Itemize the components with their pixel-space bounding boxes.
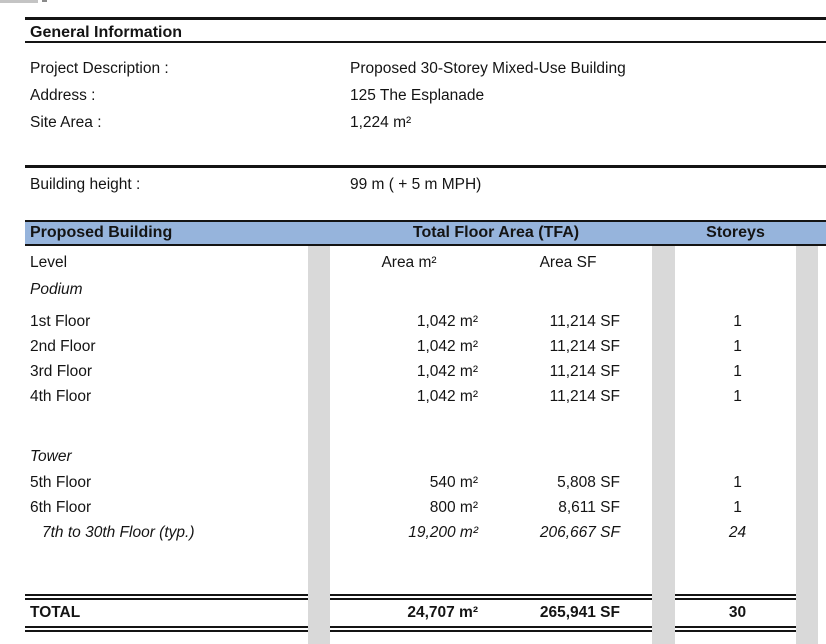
table-row: [0, 472, 826, 494]
row-level-name: 6th Floor: [30, 499, 92, 516]
total-label: TOTAL: [30, 604, 81, 621]
column-storeys: Storeys: [706, 224, 765, 241]
table-row: [0, 446, 826, 468]
total-area-m2: 24,707 m²: [407, 604, 478, 621]
row-area-m2-value: 1,042 m²: [416, 363, 478, 380]
table-header-row: [25, 220, 826, 246]
building-height-rule: [25, 165, 826, 168]
row-area-sf-value: 11,214 SF: [549, 363, 620, 380]
level-header: Level: [30, 254, 68, 271]
table-row: [0, 311, 826, 333]
row-level-name: Podium: [30, 281, 83, 298]
row-storeys-value: 1: [733, 388, 742, 405]
row-area-m2-value: 800 m²: [429, 499, 478, 516]
table-total-row: [25, 594, 796, 632]
separator-bar-3: [796, 246, 818, 644]
row-level-name: 7th to 30th Floor (typ.): [42, 524, 195, 541]
row-area-sf-value: 206,667 SF: [539, 524, 620, 541]
row-storeys-value: 1: [733, 363, 742, 380]
row-level-name: 5th Floor: [30, 474, 92, 491]
project-description-label: Project Description :: [30, 60, 169, 77]
area-m2-header: Area m²: [381, 254, 437, 271]
project-description-value: Proposed 30-Storey Mixed-Use Building: [350, 60, 626, 77]
site-area-value: 1,224 m²: [350, 114, 412, 131]
row-level-name: 2nd Floor: [30, 338, 96, 355]
row-level-name: 4th Floor: [30, 388, 92, 405]
row-storeys-value: 1: [733, 338, 742, 355]
table-row: [0, 386, 826, 408]
table-row: [0, 361, 826, 383]
row-area-m2-value: 19,200 m²: [408, 524, 478, 541]
row-area-sf-value: 11,214 SF: [549, 313, 620, 330]
total-storeys: 30: [728, 604, 747, 621]
row-level-name: 1st Floor: [30, 313, 91, 330]
building-height-value: 99 m ( + 5 m MPH): [350, 176, 482, 193]
row-area-sf-value: 5,808 SF: [557, 474, 620, 491]
row-area-sf-value: 11,214 SF: [549, 388, 620, 405]
table-subheader-row: [0, 252, 826, 274]
separator-bar-1: [308, 246, 330, 644]
row-area-sf-value: 8,611 SF: [558, 499, 620, 516]
corner-fragment: [0, 0, 38, 3]
site-area-label: Site Area :: [30, 114, 102, 131]
general-info-title: General Information: [30, 24, 183, 41]
address-value: 125 The Esplanade: [350, 87, 485, 104]
table-row: [0, 336, 826, 358]
corner-tick: [42, 0, 47, 2]
separator-bar-2: [652, 246, 675, 644]
column-total-floor-area: Total Floor Area (TFA): [412, 224, 580, 241]
column-proposed-building: Proposed Building: [30, 224, 173, 241]
total-area-sf: 265,941 SF: [539, 604, 620, 621]
row-storeys-value: 1: [733, 313, 742, 330]
table-row: [0, 522, 826, 544]
row-area-m2-value: 1,042 m²: [416, 388, 478, 405]
row-storeys-value: 1: [733, 499, 742, 516]
title-underline-rule: [25, 41, 826, 43]
table-row: [0, 497, 826, 519]
table-row: [0, 279, 826, 301]
row-level-name: 3rd Floor: [30, 363, 93, 380]
address-label: Address :: [30, 87, 96, 104]
row-area-m2-value: 540 m²: [429, 474, 478, 491]
building-height-label: Building height :: [30, 176, 141, 193]
row-area-m2-value: 1,042 m²: [416, 313, 478, 330]
row-area-m2-value: 1,042 m²: [416, 338, 478, 355]
row-storeys-value: 24: [728, 524, 747, 541]
row-level-name: Tower: [30, 448, 72, 465]
section-top-rule: [25, 17, 826, 20]
area-sf-header: Area SF: [539, 254, 597, 271]
row-area-sf-value: 11,214 SF: [549, 338, 620, 355]
row-storeys-value: 1: [733, 474, 742, 491]
